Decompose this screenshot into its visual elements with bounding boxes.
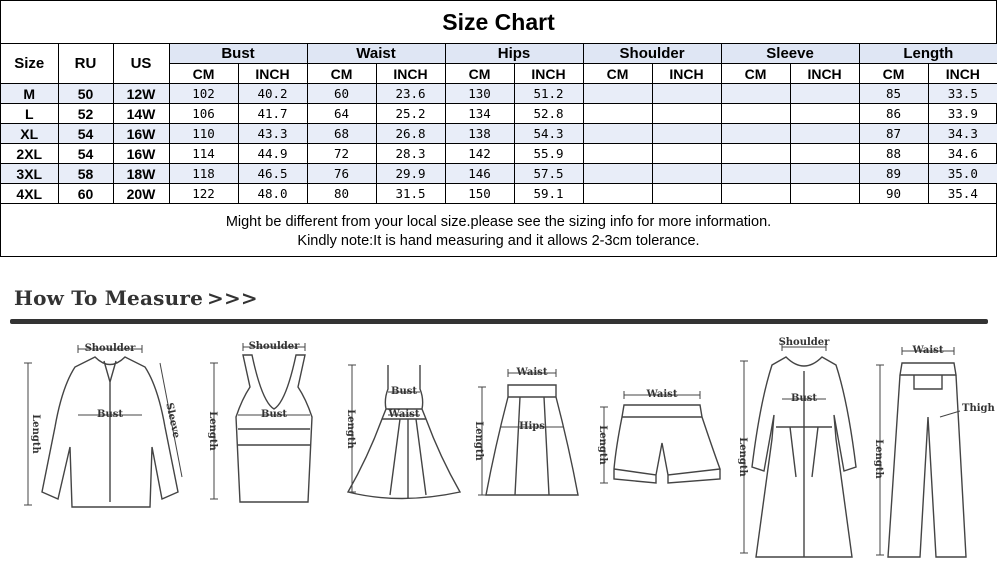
- pants-diagram: [873, 345, 996, 557]
- shoulder-label: Shoulder: [84, 343, 136, 354]
- bust-label: Bust: [261, 409, 287, 420]
- shoulder-cm-cell: [583, 164, 652, 184]
- hips-label: Hips: [519, 421, 545, 432]
- unit-cm: CM: [859, 64, 928, 84]
- shoulder-label: Shoulder: [778, 337, 830, 348]
- waist-cm-cell: 72: [307, 144, 376, 164]
- measure-title: [14, 286, 258, 310]
- table-row: [1, 164, 997, 184]
- length-cm-cell: 85: [859, 84, 928, 104]
- unit-cm: CM: [307, 64, 376, 84]
- shoulder-inch-cell: [652, 164, 721, 184]
- thigh-label: Thigh: [962, 403, 995, 414]
- shoulder-inch-cell: [652, 124, 721, 144]
- size-cell: XL: [1, 124, 58, 144]
- note-line-1: Might be different from your local size.please see the sizing info for more information.: [225, 214, 772, 230]
- length-inch-cell: 34.3: [928, 124, 997, 144]
- waist-cm-cell: 60: [307, 84, 376, 104]
- tank-top-diagram: [207, 341, 312, 502]
- sleeve-inch-cell: [790, 164, 859, 184]
- hips-cm-cell: 134: [445, 104, 514, 124]
- size-cell: 2XL: [1, 144, 58, 164]
- ru-cell: 54: [58, 124, 113, 144]
- bust-cm-cell: 118: [169, 164, 238, 184]
- note-line-2: Kindly note:It is hand measuring and it allows 2-3cm tolerance.: [297, 233, 700, 249]
- bust-inch-cell: 44.9: [238, 144, 307, 164]
- bust-inch-cell: 48.0: [238, 184, 307, 204]
- ru-cell: 54: [58, 144, 113, 164]
- waist-header: Waist: [307, 44, 445, 64]
- length-label: Length: [30, 414, 41, 454]
- size-header: Size: [1, 44, 58, 84]
- us-cell: 16W: [113, 144, 169, 164]
- length-label: Length: [873, 439, 884, 479]
- waist-cm-cell: 76: [307, 164, 376, 184]
- length-cm-cell: 86: [859, 104, 928, 124]
- length-label: Length: [207, 411, 218, 451]
- shoulder-cm-cell: [583, 124, 652, 144]
- waist-label: Waist: [388, 409, 420, 420]
- hips-inch-cell: 59.1: [514, 184, 583, 204]
- us-cell: 20W: [113, 184, 169, 204]
- shoulder-cm-cell: [583, 184, 652, 204]
- shoulder-inch-cell: [652, 104, 721, 124]
- table-row: [1, 124, 997, 144]
- pants-icon: [888, 363, 966, 557]
- table-row: [1, 144, 997, 164]
- shoulder-cm-cell: [583, 104, 652, 124]
- hips-cm-cell: 142: [445, 144, 514, 164]
- size-table: [1, 44, 997, 204]
- size-cell: L: [1, 104, 58, 124]
- unit-inch: INCH: [790, 64, 859, 84]
- sleeve-label: Sleeve: [163, 401, 182, 440]
- size-cell: M: [1, 84, 58, 104]
- skirt-icon: [486, 385, 578, 495]
- length-cm-cell: 88: [859, 144, 928, 164]
- hips-cm-cell: 146: [445, 164, 514, 184]
- length-cm-cell: 87: [859, 124, 928, 144]
- hips-header: Hips: [445, 44, 583, 64]
- sleeve-cm-cell: [721, 144, 790, 164]
- shoulder-header: Shoulder: [583, 44, 721, 64]
- dress-diagram: [345, 365, 460, 499]
- waist-inch-cell: 29.9: [376, 164, 445, 184]
- garment-diagrams: [0, 327, 997, 576]
- bust-cm-cell: 110: [169, 124, 238, 144]
- length-label: Length: [737, 437, 748, 477]
- length-inch-cell: 33.5: [928, 84, 997, 104]
- blouse-icon: [42, 357, 178, 507]
- bust-header: Bust: [169, 44, 307, 64]
- triple-chevron-icon: >>>: [207, 286, 258, 310]
- waist-inch-cell: 28.3: [376, 144, 445, 164]
- chart-title: Size Chart: [1, 1, 996, 44]
- bust-cm-cell: 122: [169, 184, 238, 204]
- hips-inch-cell: 55.9: [514, 144, 583, 164]
- ru-cell: 50: [58, 84, 113, 104]
- us-cell: 18W: [113, 164, 169, 184]
- length-label: Length: [597, 425, 608, 465]
- sleeve-cm-cell: [721, 124, 790, 144]
- bust-cm-cell: 106: [169, 104, 238, 124]
- bust-inch-cell: 46.5: [238, 164, 307, 184]
- bust-inch-cell: 43.3: [238, 124, 307, 144]
- length-inch-cell: 35.4: [928, 184, 997, 204]
- shoulder-label: Shoulder: [248, 341, 300, 352]
- waist-inch-cell: 26.8: [376, 124, 445, 144]
- us-cell: 16W: [113, 124, 169, 144]
- coat-icon: [752, 357, 856, 557]
- hips-cm-cell: 138: [445, 124, 514, 144]
- header-row-groups: [1, 44, 997, 64]
- shoulder-cm-cell: [583, 144, 652, 164]
- shoulder-cm-cell: [583, 84, 652, 104]
- waist-label: Waist: [912, 345, 944, 356]
- waist-inch-cell: 23.6: [376, 84, 445, 104]
- tank-top-icon: [236, 355, 312, 502]
- size-chart: [0, 0, 997, 257]
- unit-cm: CM: [445, 64, 514, 84]
- length-inch-cell: 34.6: [928, 144, 997, 164]
- unit-inch: INCH: [514, 64, 583, 84]
- hips-cm-cell: 130: [445, 84, 514, 104]
- ru-cell: 60: [58, 184, 113, 204]
- unit-cm: CM: [721, 64, 790, 84]
- blouse-diagram: [24, 343, 182, 507]
- ru-cell: 52: [58, 104, 113, 124]
- shorts-icon: [614, 405, 720, 483]
- length-inch-cell: 35.0: [928, 164, 997, 184]
- length-inch-cell: 33.9: [928, 104, 997, 124]
- length-cm-cell: 89: [859, 164, 928, 184]
- how-to-measure: [0, 257, 997, 576]
- unit-inch: INCH: [238, 64, 307, 84]
- waist-cm-cell: 68: [307, 124, 376, 144]
- us-header: US: [113, 44, 169, 84]
- waist-inch-cell: 25.2: [376, 104, 445, 124]
- waist-inch-cell: 31.5: [376, 184, 445, 204]
- bust-cm-cell: 102: [169, 84, 238, 104]
- shorts-diagram: [597, 389, 720, 483]
- unit-cm: CM: [583, 64, 652, 84]
- bust-label: Bust: [391, 386, 417, 397]
- bust-cm-cell: 114: [169, 144, 238, 164]
- table-row: [1, 84, 997, 104]
- table-row: [1, 104, 997, 124]
- sleeve-inch-cell: [790, 124, 859, 144]
- sleeve-inch-cell: [790, 84, 859, 104]
- bust-label: Bust: [97, 409, 123, 420]
- sleeve-cm-cell: [721, 164, 790, 184]
- length-header: Length: [859, 44, 997, 64]
- sleeve-cm-cell: [721, 84, 790, 104]
- hips-cm-cell: 150: [445, 184, 514, 204]
- hips-inch-cell: 57.5: [514, 164, 583, 184]
- unit-inch: INCH: [652, 64, 721, 84]
- us-cell: 12W: [113, 84, 169, 104]
- hips-inch-cell: 54.3: [514, 124, 583, 144]
- shoulder-inch-cell: [652, 144, 721, 164]
- size-cell: 3XL: [1, 164, 58, 184]
- unit-cm: CM: [169, 64, 238, 84]
- us-cell: 14W: [113, 104, 169, 124]
- table-row: [1, 184, 997, 204]
- sleeve-header: Sleeve: [721, 44, 859, 64]
- waist-cm-cell: 64: [307, 104, 376, 124]
- sleeve-cm-cell: [721, 184, 790, 204]
- divider: [10, 319, 988, 324]
- sleeve-inch-cell: [790, 144, 859, 164]
- size-cell: 4XL: [1, 184, 58, 204]
- waist-label: Waist: [516, 367, 548, 378]
- shoulder-inch-cell: [652, 84, 721, 104]
- length-label: Length: [473, 421, 484, 461]
- waist-label: Waist: [646, 389, 678, 400]
- bust-inch-cell: 41.7: [238, 104, 307, 124]
- hips-inch-cell: 51.2: [514, 84, 583, 104]
- sleeve-inch-cell: [790, 184, 859, 204]
- waist-cm-cell: 80: [307, 184, 376, 204]
- measure-title-text: How To Measure: [14, 286, 203, 310]
- ru-header: RU: [58, 44, 113, 84]
- size-notes: [1, 204, 996, 251]
- bust-label: Bust: [791, 393, 817, 404]
- coat-diagram: [737, 337, 856, 557]
- length-label: Length: [345, 409, 356, 449]
- sleeve-cm-cell: [721, 104, 790, 124]
- shoulder-inch-cell: [652, 184, 721, 204]
- unit-inch: INCH: [376, 64, 445, 84]
- skirt-diagram: [473, 367, 578, 495]
- ru-cell: 58: [58, 164, 113, 184]
- unit-inch: INCH: [928, 64, 997, 84]
- hips-inch-cell: 52.8: [514, 104, 583, 124]
- bust-inch-cell: 40.2: [238, 84, 307, 104]
- length-cm-cell: 90: [859, 184, 928, 204]
- sleeve-inch-cell: [790, 104, 859, 124]
